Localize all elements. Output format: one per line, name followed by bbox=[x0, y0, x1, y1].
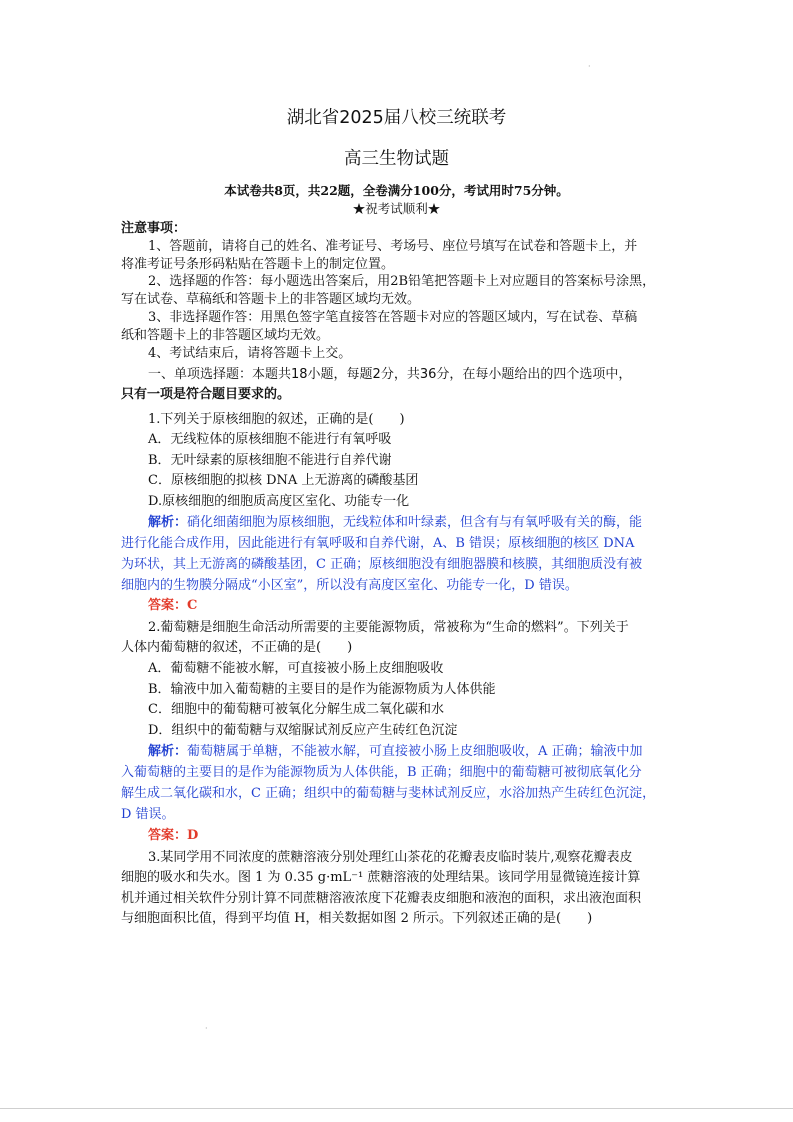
q2-analysis-label: 解析： bbox=[148, 744, 188, 759]
note-2-line-1: 2、选择题的作答：每小题选出答案后，用2B铅笔把答题卡上对应题目的答案标号涂黑， bbox=[148, 274, 656, 289]
q1-analysis-line-4: 细胞内的生物膜分隔成“小区室”，所以没有高度区室化、功能专一化，D 错误。 bbox=[121, 578, 578, 593]
section-heading bbox=[148, 366, 631, 384]
note-4: 4、考试结束后，请将答题卡上交。 bbox=[148, 346, 352, 361]
q1-option-c: C．原核细胞的拟核 DNA 上无游离的磷酸基团 bbox=[148, 473, 419, 488]
q2-stem-line-2: 人体内葡萄糖的叙述，不正确的是( ) bbox=[121, 640, 353, 655]
section-rest: 本题共18小题，每题2分，共36分，在每小题给出的四个选项中， bbox=[252, 367, 632, 382]
note-3-line-2: 纸和答题卡上的非答题区域均无效。 bbox=[121, 328, 330, 343]
q2-option-c: C．细胞中的葡萄糖可被氧化分解生成二氧化碳和水 bbox=[148, 702, 444, 717]
q2-stem-line-1: 2.葡萄糖是细胞生命活动所需要的主要能源物质，常被称为“生命的燃料”。下列关于 bbox=[148, 620, 629, 635]
notes-heading: 注意事项： bbox=[121, 221, 187, 236]
q1-analysis-label: 解析： bbox=[148, 515, 188, 530]
q1-answer: 答案：C bbox=[148, 598, 198, 613]
q1-analysis-line-1 bbox=[148, 514, 642, 532]
q2-analysis-line-1 bbox=[148, 743, 643, 761]
exam-summary: 本试卷共8页，共22题，全卷满分100分，考试用时75分钟。 bbox=[224, 183, 569, 198]
q1-analysis-text: 硝化细菌细胞为原核细胞，无线粒体和叶绿素，但含有与有氧呼吸有关的酶，能 bbox=[187, 515, 643, 530]
q3-stem-line-1: 3.某同学用不同浓度的蔗糖溶液分别处理红山茶花的花瓣表皮临时装片,观察花瓣表皮 bbox=[148, 850, 633, 865]
q2-answer: 答案：D bbox=[148, 828, 199, 843]
q3-stem-line-3: 机并通过相关软件分别计算不同蔗糖溶液浓度下花瓣表皮细胞和液泡的面积，求出液泡面积 bbox=[121, 891, 642, 906]
note-2-line-2: 写在试卷、草稿纸和答题卡上的非答题区域均无效。 bbox=[121, 292, 421, 307]
note-1-line-1: 1、答题前，请将自己的姓名、准考证号、考场号、座位号填写在试卷和答题卡上，并 bbox=[148, 239, 638, 254]
q3-stem-line-4: 与细胞面积比值，得到平均值 H，相关数据如图 2 所示。下列叙述正确的是( ) bbox=[121, 911, 593, 926]
exam-wish: ★祝考试顺利★ bbox=[352, 201, 441, 216]
q2-option-d: D．组织中的葡萄糖与双缩脲试剂反应产生砖红色沉淀 bbox=[148, 723, 458, 738]
q1-option-a: A．无线粒体的原核细胞不能进行有氧呼吸 bbox=[148, 432, 392, 447]
q2-option-a: A．葡萄糖不能被水解，可直接被小肠上皮细胞吸收 bbox=[148, 661, 444, 676]
q1-analysis-line-2: 进行化能合成作用，因此能进行有氧呼吸和自养代谢，A、B 错误；原核细胞的核区 DNA bbox=[121, 536, 635, 551]
section-heading-line-2: 只有一项是符合题目要求的。 bbox=[121, 387, 291, 402]
note-1-line-2: 将准考证号条形码粘贴在答题卡上的制定位置。 bbox=[121, 257, 395, 272]
scan-dot: · bbox=[205, 1024, 208, 1033]
exam-title: 湖北省2025届八校三统联考 bbox=[286, 108, 507, 128]
scan-dot: · bbox=[588, 62, 591, 71]
q1-analysis-line-3: 为环状，其上无游离的磷酸基团，C 正确；原核细胞没有细胞器膜和核膜，其细胞质没有被 bbox=[121, 557, 643, 572]
q1-option-b: B．无叶绿素的原核细胞不能进行自养代谢 bbox=[148, 453, 392, 468]
section-prefix: 一、单项选择题： bbox=[148, 367, 253, 382]
q3-stem-line-2: 细胞的吸水和失水。图 1 为 0.35 g·mL⁻¹ 蔗糖溶液的处理结果。该同学用显微镜连接计算 bbox=[121, 870, 641, 885]
q2-analysis-line-4: D 错误。 bbox=[121, 807, 175, 822]
q1-stem: 1.下列关于原核细胞的叙述，正确的是( ) bbox=[148, 412, 405, 427]
note-3-line-1: 3、非选择题作答：用黑色签字笔直接答在答题卡对应的答题区域内，写在试卷、草稿 bbox=[148, 310, 638, 325]
q2-analysis-line-2: 入葡萄糖的主要目的是作为能源物质为人体供能，B 正确；细胞中的葡萄糖可被彻底氧化分 bbox=[121, 765, 642, 780]
q2-analysis-text: 葡萄糖属于单糖，不能被水解，可直接被小肠上皮细胞吸收，A 正确；输液中加 bbox=[187, 744, 643, 759]
q2-option-b: B．输液中加入葡萄糖的主要目的是作为能源物质为人体供能 bbox=[148, 682, 496, 697]
exam-subtitle: 高三生物试题 bbox=[344, 149, 449, 169]
q1-option-d: D.原核细胞的细胞质高度区室化、功能专一化 bbox=[148, 494, 410, 509]
q2-analysis-line-3: 解生成二氧化碳和水，C 正确；组织中的葡萄糖与斐林试剂反应，水浴加热产生砖红色沉淀， bbox=[121, 786, 656, 801]
page-bottom-divider bbox=[0, 1108, 793, 1109]
